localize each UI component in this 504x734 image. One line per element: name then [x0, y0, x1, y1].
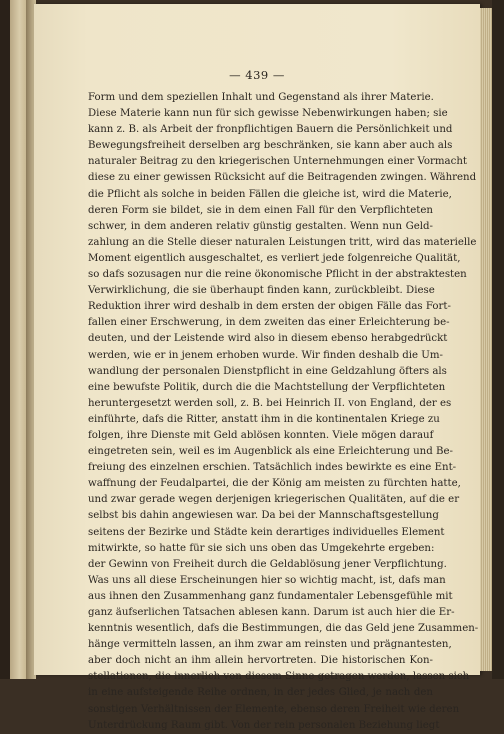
- text-line: deuten, und der Leistende wird also in diesem ebenso herabgedrückt: [88, 333, 448, 345]
- text-line: schwer, in dem anderen relativ günstig gestalten. Wenn nun Geld-: [88, 220, 433, 232]
- text-line: heruntergesetzt werden soll, z. B. bei Heinrich II. von England, der es: [88, 397, 452, 409]
- text-line: diese zu einer gewissen Rücksicht auf die Beitragenden zwingen. Während: [88, 172, 477, 184]
- text-line: kann z. B. als Arbeit der fronpflichtigen Bauern die Persönlichkeit und: [88, 124, 453, 136]
- text-line: in eine aufsteigende Reihe ordnen, in der jedes Glied, je nach den: [88, 687, 433, 699]
- text-line: naturaler Beitrag zu den kriegerischen Unternehmungen einer Vormacht: [88, 156, 467, 168]
- book-binding: [0, 0, 10, 679]
- text-line: Form und dem speziellen Inhalt und Gegenstand als ihrer Materie.: [88, 92, 434, 103]
- text-line: Reduktion ihrer wird deshalb in dem ersten der obigen Fälle das Fort-: [88, 301, 451, 313]
- page-stack-edges: [480, 8, 492, 671]
- text-line: Moment eigentlich ausgeschaltet, es verliert jede folgenreiche Qualität,: [88, 252, 461, 264]
- text-line: wandlung der personalen Dienstpflicht in eine Geldzahlung öfters als: [88, 365, 447, 377]
- text-line: fallen einer Erschwerung, in dem zweiten das einer Erleichterung be-: [88, 317, 450, 329]
- text-line: Was uns all diese Erscheinungen hier so wichtig macht, ist, dafs man: [88, 574, 446, 586]
- text-line: freiung des einzelnen erschien. Tatsächlich indes bewirkte es eine Ent-: [88, 462, 457, 474]
- text-line: ganz äufserlichen Tatsachen ablesen kann. Darum ist auch hier die Er-: [88, 607, 455, 618]
- text-line: eine bewufste Politik, durch die die Machtstellung der Verpflichteten: [88, 381, 446, 393]
- text-line: und zwar gerade wegen derjenigen kriegerischen Qualitäten, auf die er: [88, 494, 460, 506]
- text-line: selbst bis dahin angewiesen war. Da bei der Mannschaftsgestellung: [88, 510, 439, 522]
- page-number: — 439 —: [229, 68, 285, 82]
- text-line: sonstigen Verhältnissen der Elemente, ebenso deren Freiheit wie deren: [88, 703, 460, 715]
- text-line: Bewegungsfreiheit derselben arg beschränken, sie kann aber auch als: [88, 140, 453, 152]
- text-line: aus ihnen den Zusammenhang ganz fundamentaler Lebensgefühle mit: [88, 590, 453, 602]
- text-line: der Gewinn von Freiheit durch die Geldablösung jener Verpflichtung.: [88, 558, 447, 570]
- background-shadow: [492, 0, 504, 679]
- text-line: folgen, ihre Dienste mit Geld ablösen konnten. Viele mögen darauf: [88, 429, 434, 441]
- text-line: aber doch nicht an ihm allein hervortreten. Die historischen Kon-: [88, 655, 433, 667]
- text-line: waffnung der Feudalpartei, die der König am meisten zu fürchten hatte,: [88, 478, 461, 490]
- previous-page-edge: [10, 0, 26, 679]
- text-line: zahlung an die Stelle dieser naturalen Leistungen tritt, wird das materielle: [88, 236, 477, 248]
- text-line: mitwirkte, so hatte für sie sich uns oben das Umgekehrte ergeben:: [88, 542, 435, 554]
- text-line: Diese Materie kann nun für sich gewisse Nebenwirkungen haben; sie: [88, 108, 448, 120]
- text-line: seitens der Bezirke und Städte kein derartiges individuelles Element: [88, 526, 445, 538]
- text-line: deren Form sie bildet, sie in dem einen Fall für den Verpflichteten: [88, 204, 433, 216]
- text-line: stellationen, die innerlich von diesem Sinne getragen werden, lassen sich: [88, 671, 470, 683]
- text-line: einführte, dafs die Ritter, anstatt ihm in die kontinentalen Kriege zu: [88, 413, 440, 425]
- text-line: die Pflicht als solche in beiden Fällen die gleiche ist, wird die Materie,: [88, 188, 452, 200]
- text-line: hänge vermitteln lassen, an ihm zwar am reinsten und prägnantesten,: [88, 639, 452, 651]
- text-line: Verwirklichung, die sie überhaupt finden kann, zurückbleibt. Diese: [88, 285, 435, 297]
- text-line: werden, wie er in jenem erhoben wurde. Wir finden deshalb die Um-: [88, 349, 443, 361]
- text-line: kenntnis wesentlich, dafs die Bestimmungen, die das Geld jene Zusammen-: [88, 623, 479, 635]
- body-text: [88, 90, 479, 734]
- text-line: Unterdrückung Raum gibt. Von der rein personalen Beziehung liegt: [88, 719, 440, 731]
- text-line: so dafs sozusagen nur die reine ökonomische Pflicht in der abstraktesten: [88, 269, 467, 281]
- text-line: eingetreten sein, weil es im Augenblick als eine Erleichterung und Be-: [88, 446, 453, 458]
- book-page: [34, 4, 480, 731]
